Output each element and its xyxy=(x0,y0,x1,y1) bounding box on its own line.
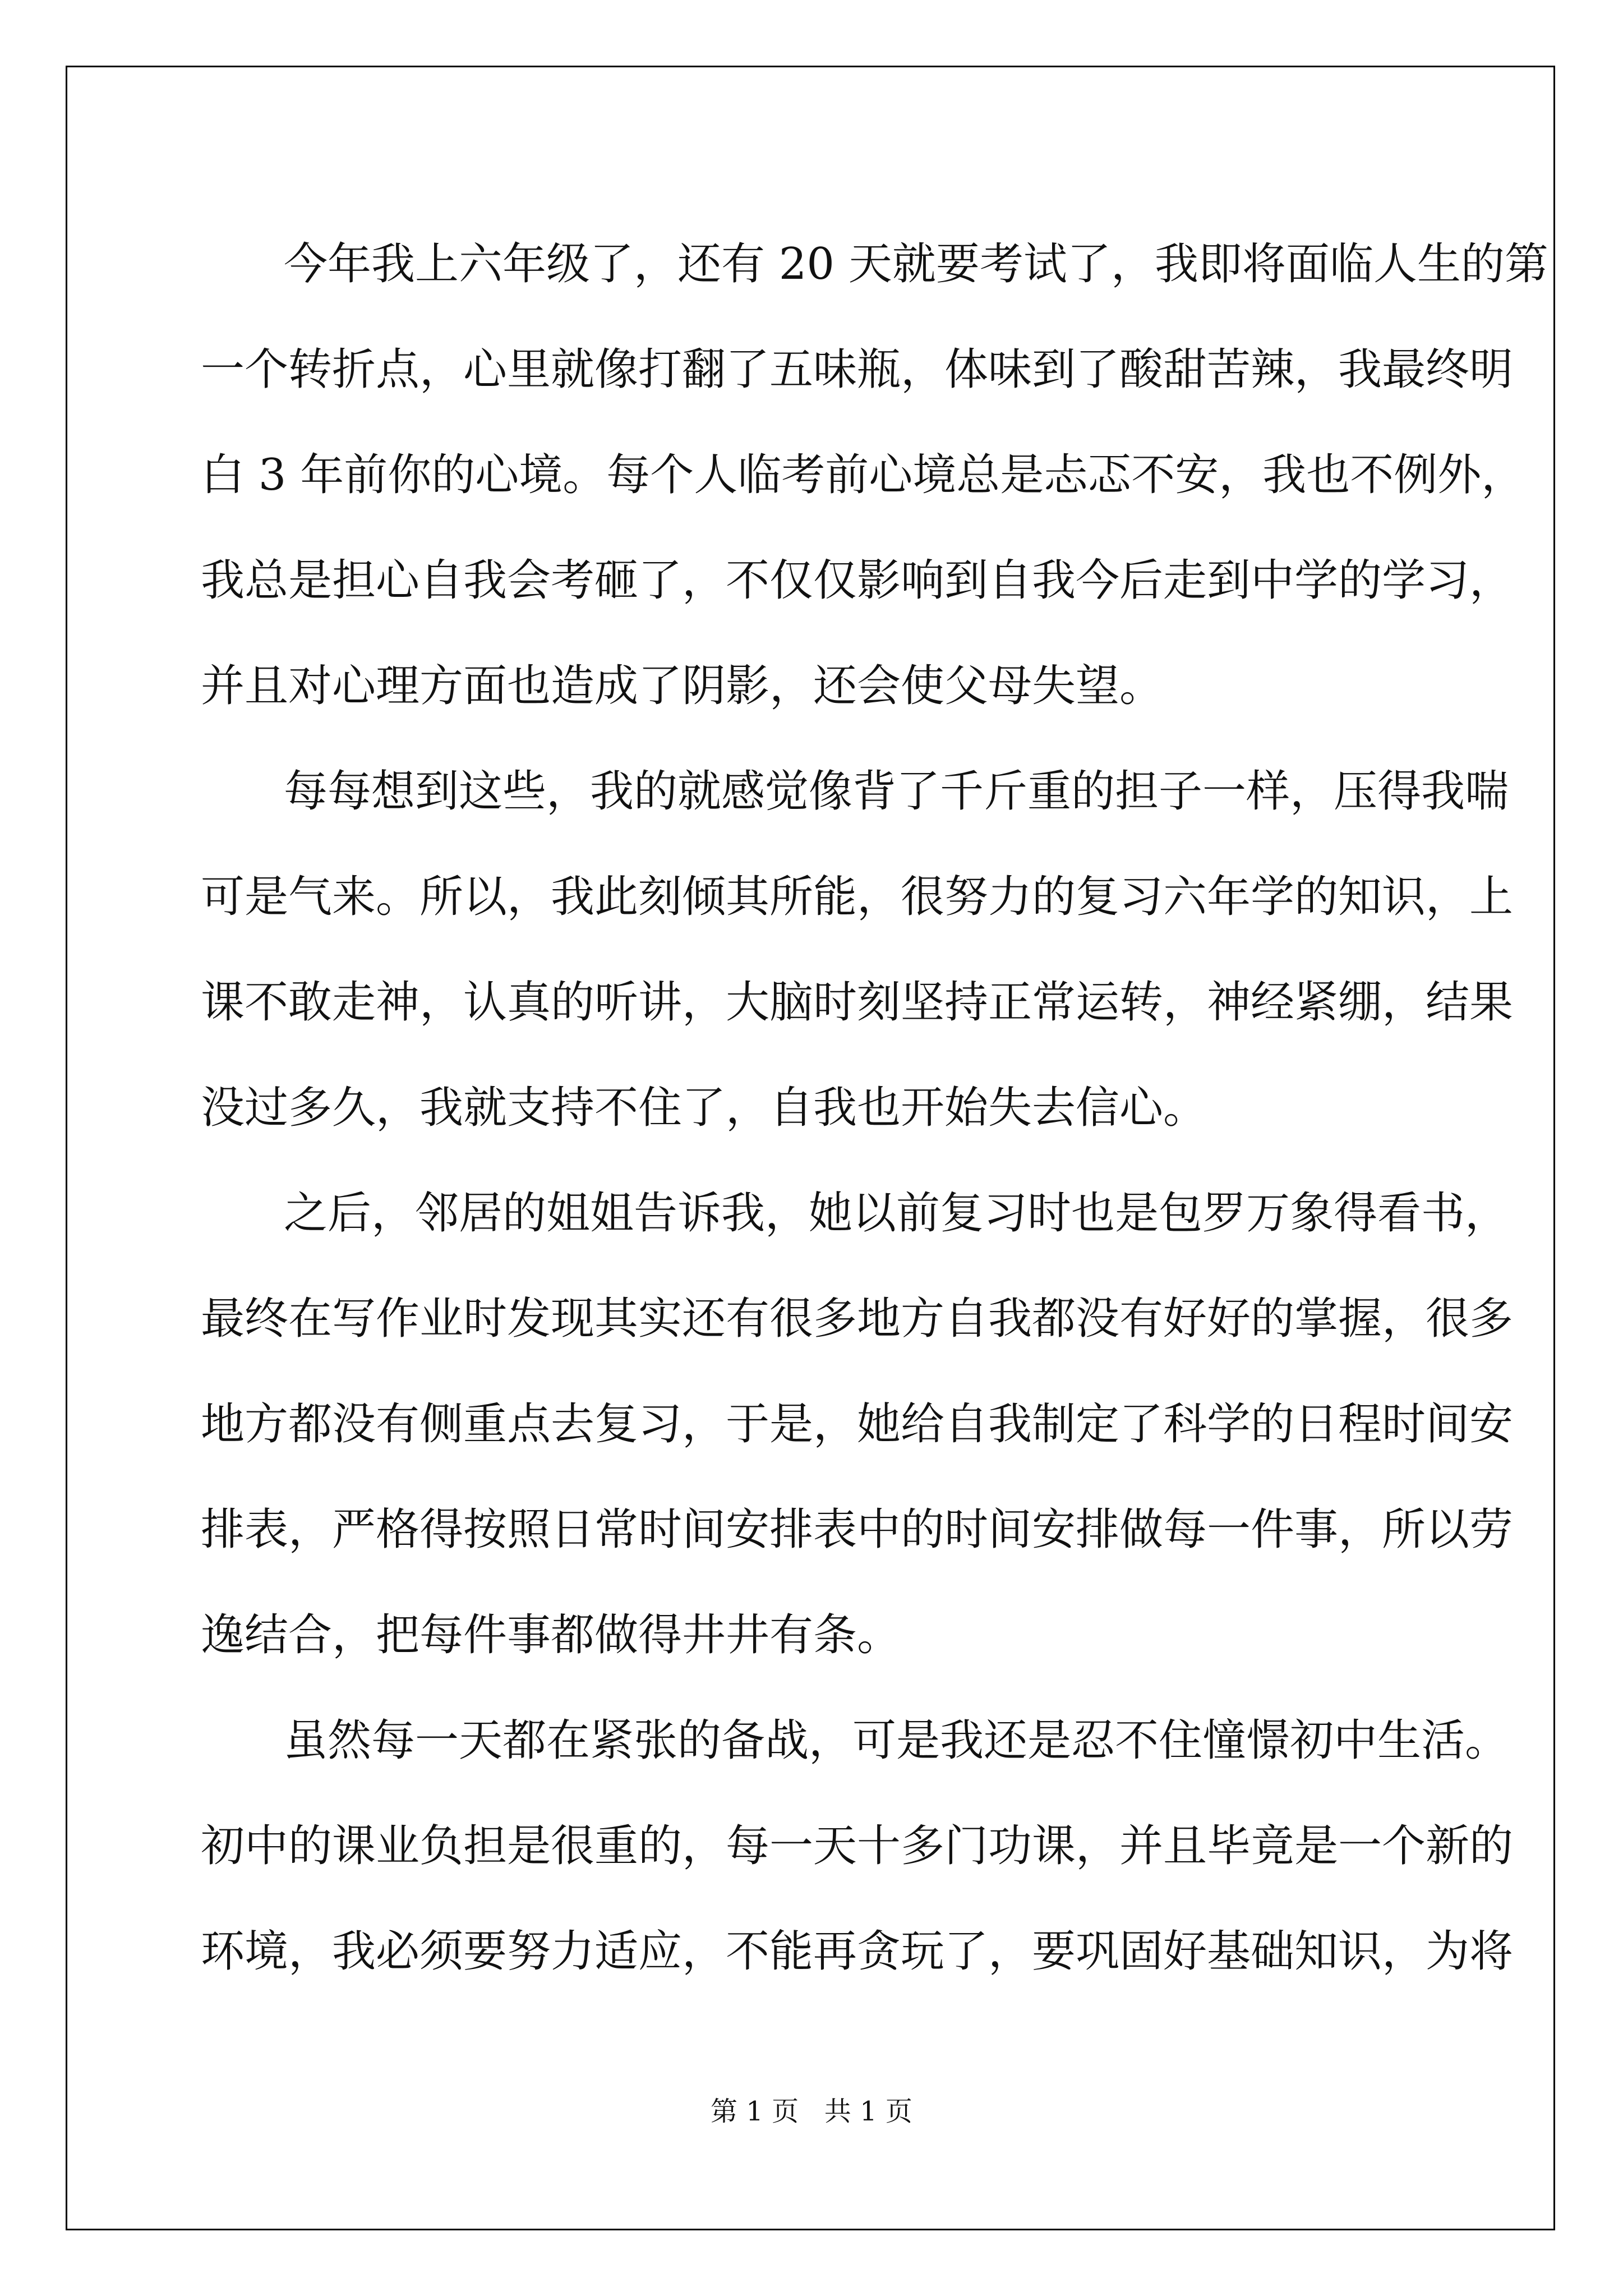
paragraph-4-line-3: 环境，我必须要努力适应，不能再贪玩了，要巩固好基础知识，为将 xyxy=(201,1926,1514,1977)
paragraph-2-line-2: 可是气来。所以，我此刻倾其所能，很努力的复习六年学的知识，上 xyxy=(201,872,1514,922)
page-footer: 第 1 页 共 1 页 xyxy=(711,2096,912,2127)
paragraph-2-line-1: 每每想到这些，我的就感觉像背了千斤重的担子一样，压得我喘 xyxy=(284,766,1509,817)
paragraph-3-line-5: 逸结合，把每件事都做得井井有条。 xyxy=(201,1610,901,1660)
paragraph-3-line-2: 最终在写作业时发现其实还有很多地方自我都没有好好的掌握，很多 xyxy=(201,1294,1514,1344)
paragraph-1-line-3: 白 3 年前你的心境。每个人临考前心境总是忐忑不安，我也不例外， xyxy=(201,450,1525,500)
document-body xyxy=(201,211,1548,2004)
paragraph-1-line-5: 并且对心理方面也造成了阴影，还会使父母失望。 xyxy=(201,661,1164,711)
paragraph-3-line-1: 之后，邻居的姐姐告诉我，她以前复习时也是包罗万象得看书， xyxy=(284,1188,1509,1239)
paragraph-1-line-2: 一个转折点，心里就像打翻了五味瓶，体味到了酸甜苦辣，我最终明 xyxy=(201,344,1514,395)
paragraph-2-line-4: 没过多久，我就支持不住了，自我也开始失去信心。 xyxy=(201,1083,1207,1133)
paragraph-4-line-1: 虽然每一天都在紧张的备战，可是我还是忍不住憧憬初中生活。 xyxy=(284,1715,1509,1766)
paragraph-1-line-4: 我总是担心自我会考砸了，不仅仅影响到自我今后走到中学的学习， xyxy=(201,555,1514,606)
paragraph-3-line-3: 地方都没有侧重点去复习，于是，她给自我制定了科学的日程时间安 xyxy=(201,1399,1514,1450)
paragraph-2-line-3: 课不敢走神，认真的听讲，大脑时刻坚持正常运转，神经紧绷，结果 xyxy=(201,977,1514,1028)
paragraph-1-line-1: 今年我上六年级了，还有 20 天就要考试了，我即将面临人生的第 xyxy=(284,239,1548,289)
paragraph-4-line-2: 初中的课业负担是很重的，每一天十多门功课，并且毕竟是一个新的 xyxy=(201,1821,1514,1871)
paragraph-3-line-4: 排表，严格得按照日常时间安排表中的时间安排做每一件事，所以劳 xyxy=(201,1504,1514,1555)
